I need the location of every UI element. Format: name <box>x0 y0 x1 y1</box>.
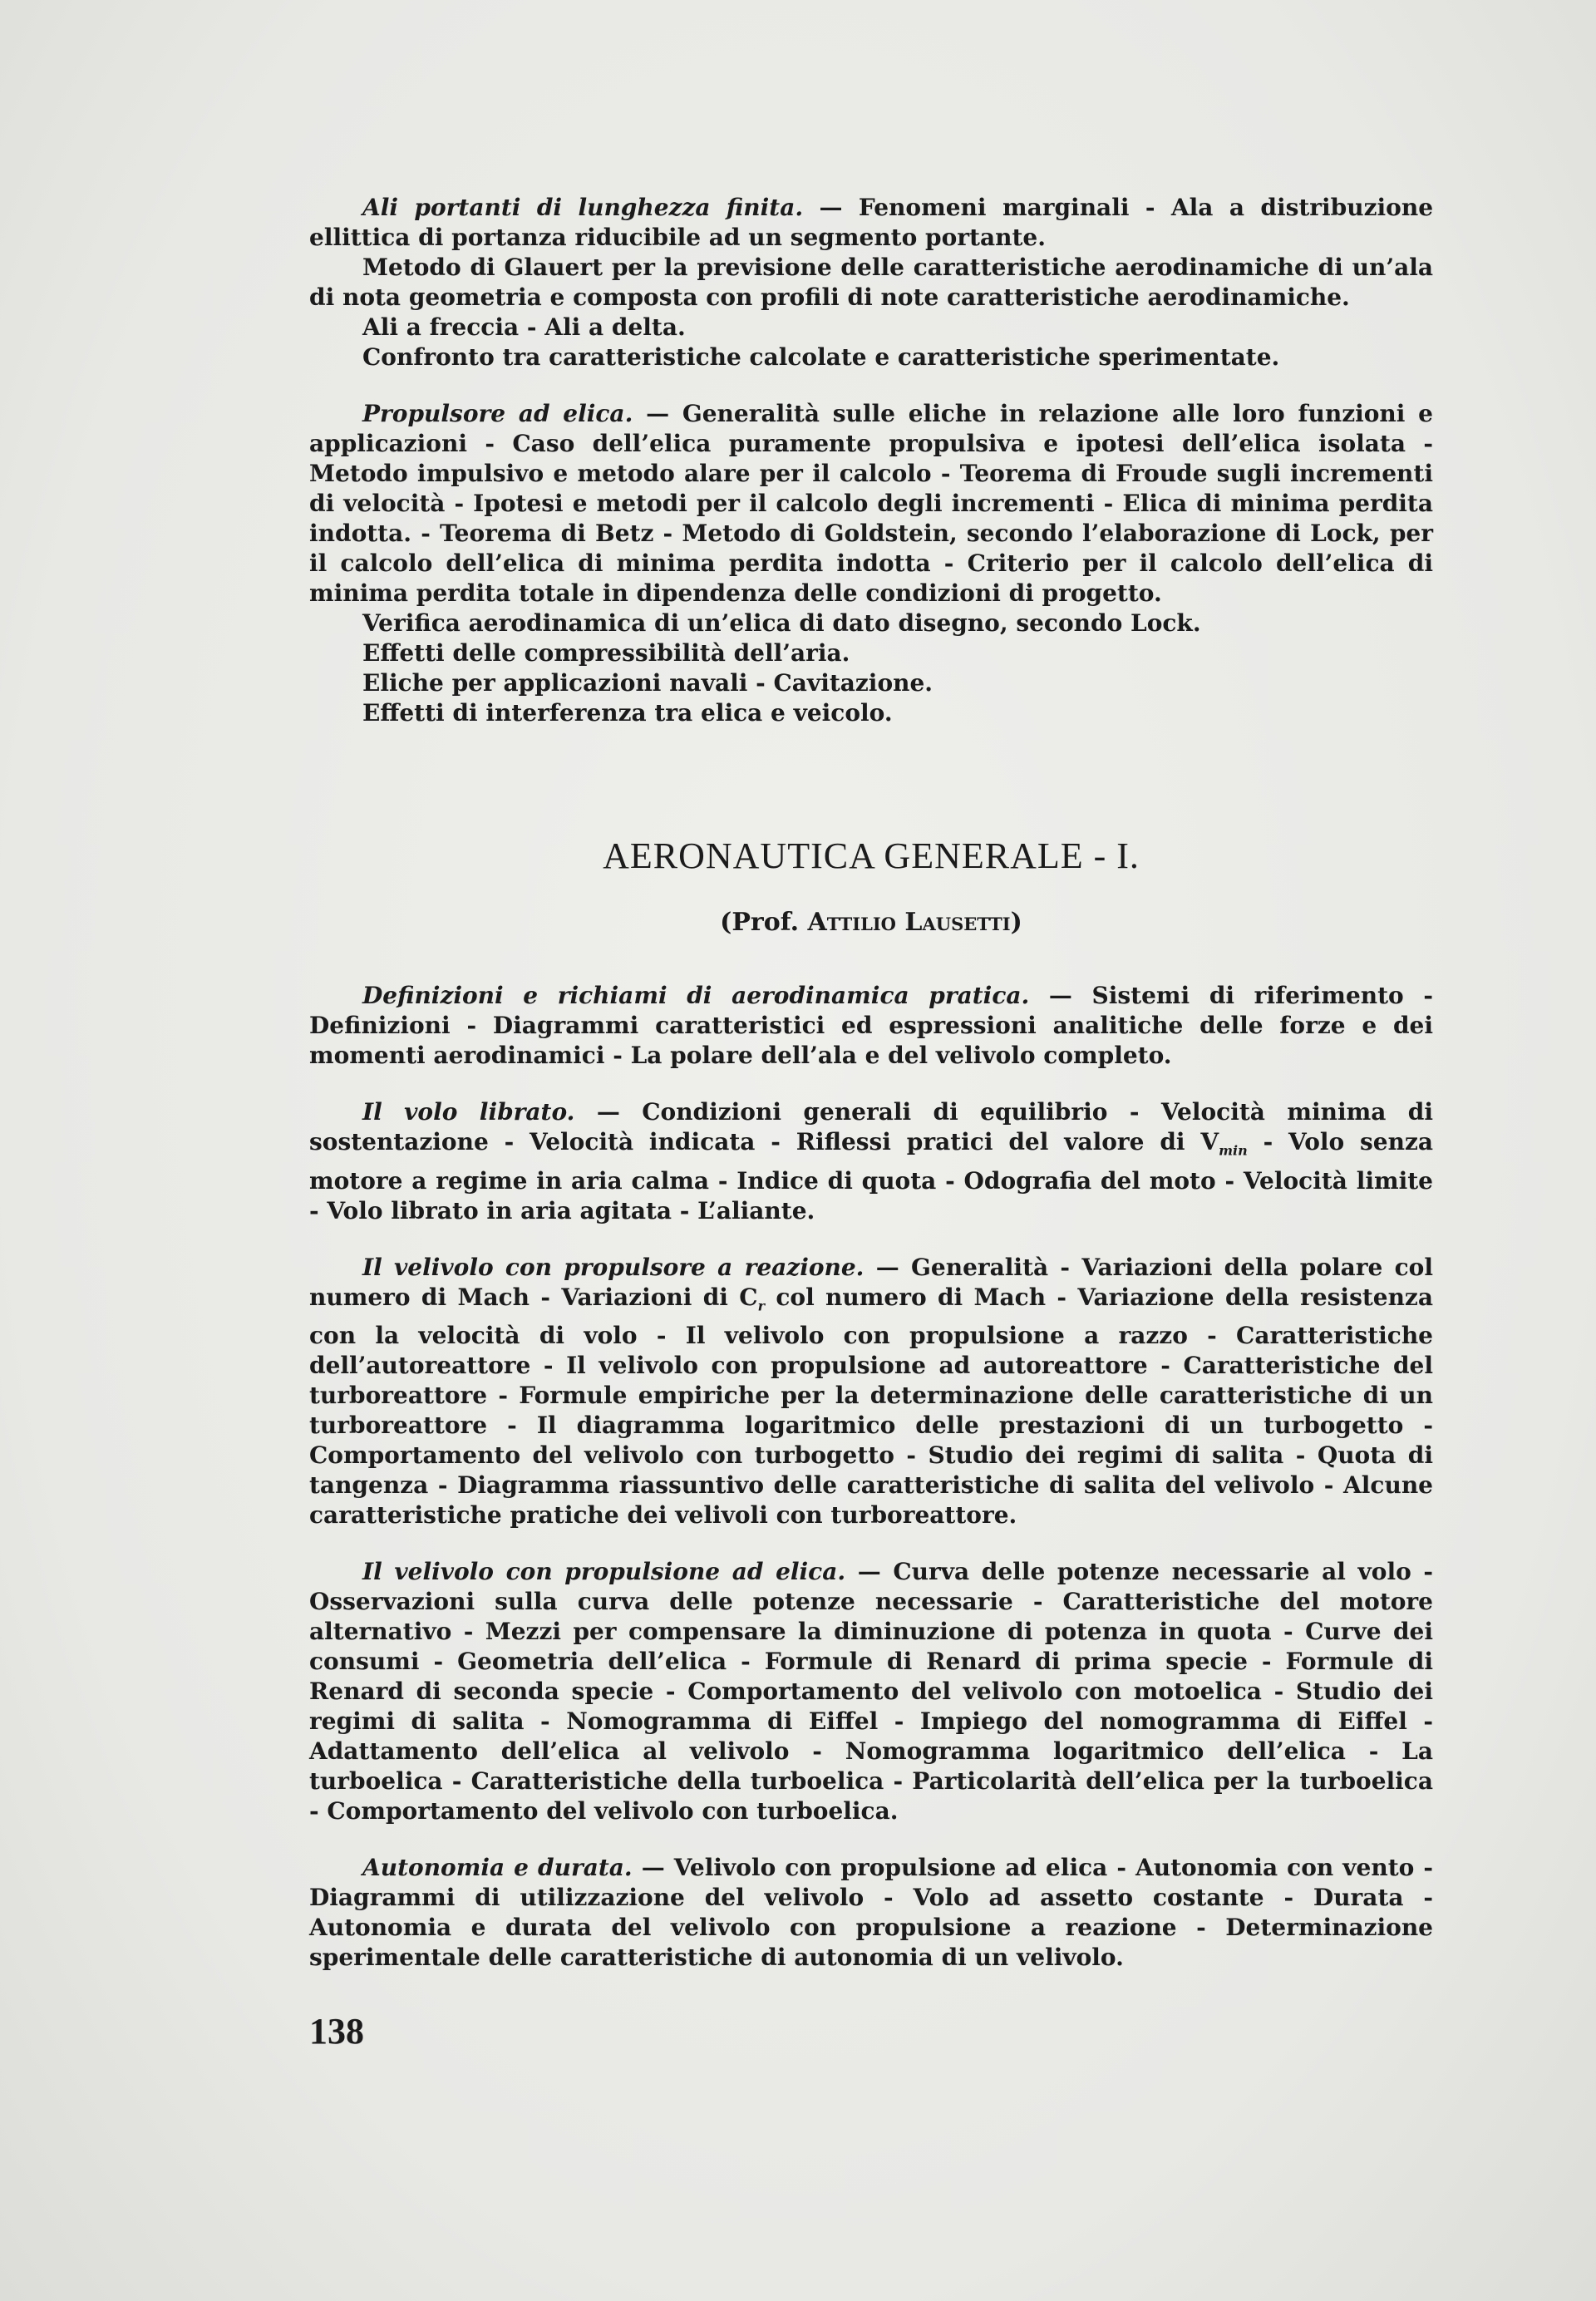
paragraph <box>309 1097 1433 1226</box>
section-ali-portanti <box>309 193 1433 372</box>
paragraph <box>309 193 1433 253</box>
paragraph: Effetti di interferenza tra elica e veicolo. <box>362 699 893 727</box>
paragraph: Ali a freccia - Ali a delta. <box>362 313 686 341</box>
paragraph <box>309 1557 1433 1826</box>
paragraph-text: — Generalità - Variazioni della polare col numero di Mach - Variazioni di C <box>309 1253 1433 1311</box>
section-propulsore-reazione <box>309 1253 1433 1531</box>
paragraph-text: col numero di Mach - Variazione della resistenza con la velocità di volo - Il velivolo con propulsione a razzo - Caratteristiche dell’autoreattore - Il velivolo con propulsione ad autoreattore - Caratteristiche del turboreattore - Formule empiriche per la determinazione delle caratteristiche di un turboreattore - Il diagramma logaritmico delle prestazioni di un turbogetto - Comportamento del velivolo con turbogetto - Studio dei regimi di salita - Quota di tangenza - Diagramma riassuntivo delle caratteristiche di salita del velivolo - Alcune caratteristiche pratiche dei velivoli con turboreattore. <box>309 1283 1433 1530</box>
professor-open: (Prof. <box>720 908 808 937</box>
section-propulsione-elica <box>309 1557 1433 1826</box>
paragraph <box>309 1853 1433 1973</box>
section-heading: Definizioni e richiami di aerodinamica pratica. <box>362 982 1030 1009</box>
course-title: AERONAUTICA GENERALE - I. <box>603 835 1140 876</box>
subscript: r <box>757 1298 765 1314</box>
page-content <box>309 193 1433 1999</box>
paragraph-text: — Curva delle potenze necessarie al volo - Osservazioni sulla curva delle potenze necessarie - Caratteristiche del motore alternativo - Mezzi per compensare la diminuzione di potenza in quota - Curve dei consumi - Geometria dell’elica - Formule di Renard di prima specie - Formule di Renard di seconda specie - Comportamento del velivolo con motoelica - Studio dei regimi di salita - Nomogramma di Eiffel - Impiego del nomogramma di Eiffel - Adattamento dell’elica al velivolo - Nomogramma logaritmico dell’elica - La turboelica - Caratteristiche della turboelica - Particolarità dell’elica per la turboelica - Comportamento del velivolo con turboelica. <box>309 1558 1433 1826</box>
paragraph <box>309 981 1433 1071</box>
section-heading: Il velivolo con propulsore a reazione. <box>362 1253 864 1281</box>
paragraph: Metodo di Glauert per la previsione delle caratteristiche aerodinamiche di un’ala di nota geometria e composta con profili di note caratteristiche aerodinamiche. <box>309 254 1433 311</box>
section-definizioni <box>309 981 1433 1071</box>
paragraph-text: — Sistemi di riferimento - Definizioni - Diagrammi caratteristici ed espressioni analitiche delle forze e dei momenti aerodinamici - La polare dell’ala e del velivolo completo. <box>309 982 1433 1069</box>
professor-name: Attilio Lausetti <box>807 908 1011 937</box>
paragraph: Confronto tra caratteristiche calcolate e caratteristiche sperimentate. <box>362 343 1280 371</box>
section-heading: Propulsore ad elica. <box>362 400 633 427</box>
section-autonomia <box>309 1853 1433 1973</box>
professor-close: ) <box>1010 908 1022 937</box>
paragraph-text: — Generalità sulle eliche in relazione alle loro funzioni e applicazioni - Caso dell’elica puramente propulsiva e ipotesi dell’elica isolata - Metodo impulsivo e metodo alare per il calcolo - Teorema di Froude sugli incrementi di velocità - Ipotesi e metodi per il calcolo degli incrementi - Elica di minima perdita indotta. - Teorema di Betz - Metodo di Goldstein, secondo l’elaborazione di Lock, per il calcolo dell’elica di minima perdita indotta - Criterio per il calcolo dell’elica di minima perdita totale in dipendenza delle condizioni di progetto. <box>309 400 1433 607</box>
paragraph-text: — Condizioni generali di equilibrio - Velocità minima di sostentazione - Velocità indicata - Riflessi pratici del valore di V <box>309 1098 1433 1155</box>
paragraph: Eliche per applicazioni navali - Cavitazione. <box>362 669 933 697</box>
paragraph-text: - Volo senza motore a regime in aria calma - Indice di quota - Odografia del moto - Velocità limite - Volo librato in aria agitata - L’aliante. <box>309 1128 1433 1224</box>
professor-line <box>309 908 1433 938</box>
section-heading: Il volo librato. <box>362 1098 575 1126</box>
paragraph-text: — Fenomeni marginali - Ala a distribuzione ellittica di portanza riducibile ad un segmento portante. <box>309 194 1434 251</box>
paragraph-text: — Velivolo con propulsione ad elica - Autonomia con vento - Diagrammi di utilizzazione del velivolo - Volo ad assetto costante - Durata - Autonomia e durata del velivolo con propulsione a reazione - Determinazione sperimentale delle caratteristiche di autonomia di un velivolo. <box>309 1854 1433 1972</box>
section-heading: Autonomia e durata. <box>362 1854 633 1882</box>
section-heading: Il velivolo con propulsione ad elica. <box>362 1558 846 1586</box>
section-propulsore-elica <box>309 399 1433 728</box>
section-heading: Ali portanti di lunghezza finita. <box>362 194 804 221</box>
paragraph <box>309 399 1433 609</box>
page-number: 138 <box>309 2011 364 2052</box>
subscript: min <box>1219 1142 1248 1159</box>
paragraph: Verifica aerodinamica di un’elica di dato disegno, secondo Lock. <box>362 609 1201 637</box>
paragraph <box>309 1253 1433 1531</box>
paragraph: Effetti delle compressibilità dell’aria. <box>362 639 850 667</box>
section-volo-librato <box>309 1097 1433 1226</box>
